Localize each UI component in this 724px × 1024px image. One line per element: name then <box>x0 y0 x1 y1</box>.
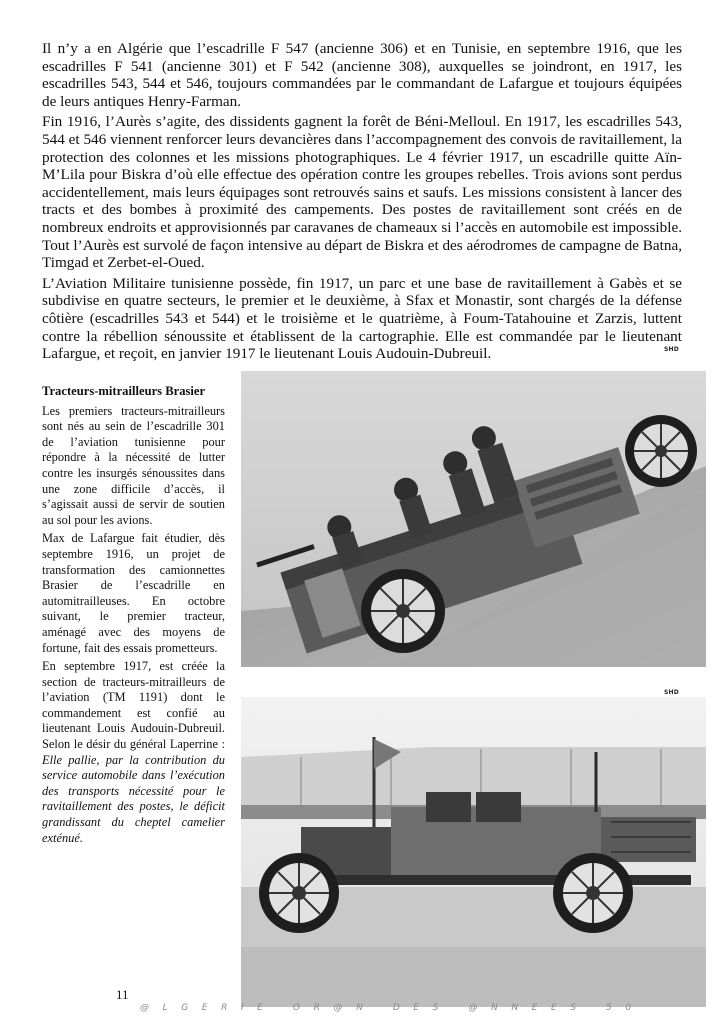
photo-tractor-climbing <box>241 371 706 667</box>
sidebar-paragraph-2: Max de Lafargue fait étudier, dès septembre 1916, un projet de transformation des camionnettes Brasier de l’escadrille en automitrailleuses. En octobre suivant, le premier tracteur, aménagé avec des moyens de fortune, fait des essais prometteurs. <box>42 531 225 655</box>
photo-credit-bottom: SHD <box>664 689 679 696</box>
page-number: 11 <box>116 987 129 1002</box>
sidebar-paragraph-3-text: En septembre 1917, est créée la section de tracteurs-mitrailleurs de l’aviation (TM 1191) dont le commandement est confié au lieutenant Louis Audouin-Dubreuil. Selon le désir du général Laperrine : <box>42 659 225 752</box>
paragraph-1: Il n’y a en Algérie que l’escadrille F 547 (ancienne 306) et en Tunisie, en septembre 1916, que les escadrilles F 541 (ancienne 301) et F 542 (ancienne 308), auxquelles se joindront, en 1917, les escadrilles 543, 544 et 546, toujours commandées par le commandant de Lafargue et toujours équipées de leurs antiques Henry-Farman. <box>42 40 682 110</box>
sidebar-box <box>42 384 225 849</box>
sidebar-paragraph-3 <box>42 659 225 846</box>
sidebar-paragraph-1: Les premiers tracteurs-mitrailleurs sont nés au sein de l’escadrille 301 de l’aviation tunisienne pour répondre à la nécessité de lutter contre les insurgés sénoussites dans une zone difficile d’accès, il s’agissait aussi de servir de soutien au sol pour les avions. <box>42 403 225 527</box>
photo-credit-top: SHD <box>664 346 679 353</box>
photo-tractor-hangar <box>241 697 706 1007</box>
main-article-text <box>42 40 682 366</box>
sidebar-quote: Elle pallie, par la contribution du service automobile dans l’exécution des transports nécessité pour le ravitaillement des postes, le déficit grandissant du cheptel camelier exténué. <box>42 752 225 845</box>
sidebar-title: Tracteurs-mitrailleurs Brasier <box>42 384 206 398</box>
paragraph-3: L’Aviation Militaire tunisienne possède, fin 1917, un parc et une base de ravitaillement à Gabès et se subdivise en quatre secteurs, le premier et le deuxième, à Sfax et Monastir, sont chargés de la défense côtière (escadrilles 543 et 544) et le troisième et le quatrième, à Foum-Tatahouine et Zarzis, luttent contre la rébellion sénoussite et établissent de la cartographie. Elle est commandée par le lieutenant Lafargue, et reçoit, en janvier 1917 le lieutenant Louis Audouin-Dubreuil. <box>42 274 682 363</box>
paragraph-2: Fin 1916, l’Aurès s’agite, des dissidents gagnent la forêt de Béni-Melloul. En 1917, les escadrilles 543, 544 et 546 viennent renforcer leurs devancières dans l’accompagnement des convois de ravitaillement, la protection des colonnes et les missions photographiques. Le 4 février 1917, un escadrille quitte Aïn-M’Lila pour Biskra d’où elle effectue des opération contre les groupes rebelles. Trois avions sont perdus accidentellement, mais leurs équipages sont retrouvés sains et saufs. Les missions consistent à lancer des tracts et des bombes à proximité des campements. Des postes de ravitaillement sont créés en de nombreux endroits et approvisionnés par caravanes de chameaux si l’accès en automobile est impossible. Tout l’Aurès est survolé de façon intensive au départ de Biskra et des aérodromes de campagne de Batna, Timgad et Zerbet-el-Oued. <box>42 113 682 272</box>
footer-watermark: @LGERIE OR@N DES @NNEES 50 <box>140 1003 645 1013</box>
